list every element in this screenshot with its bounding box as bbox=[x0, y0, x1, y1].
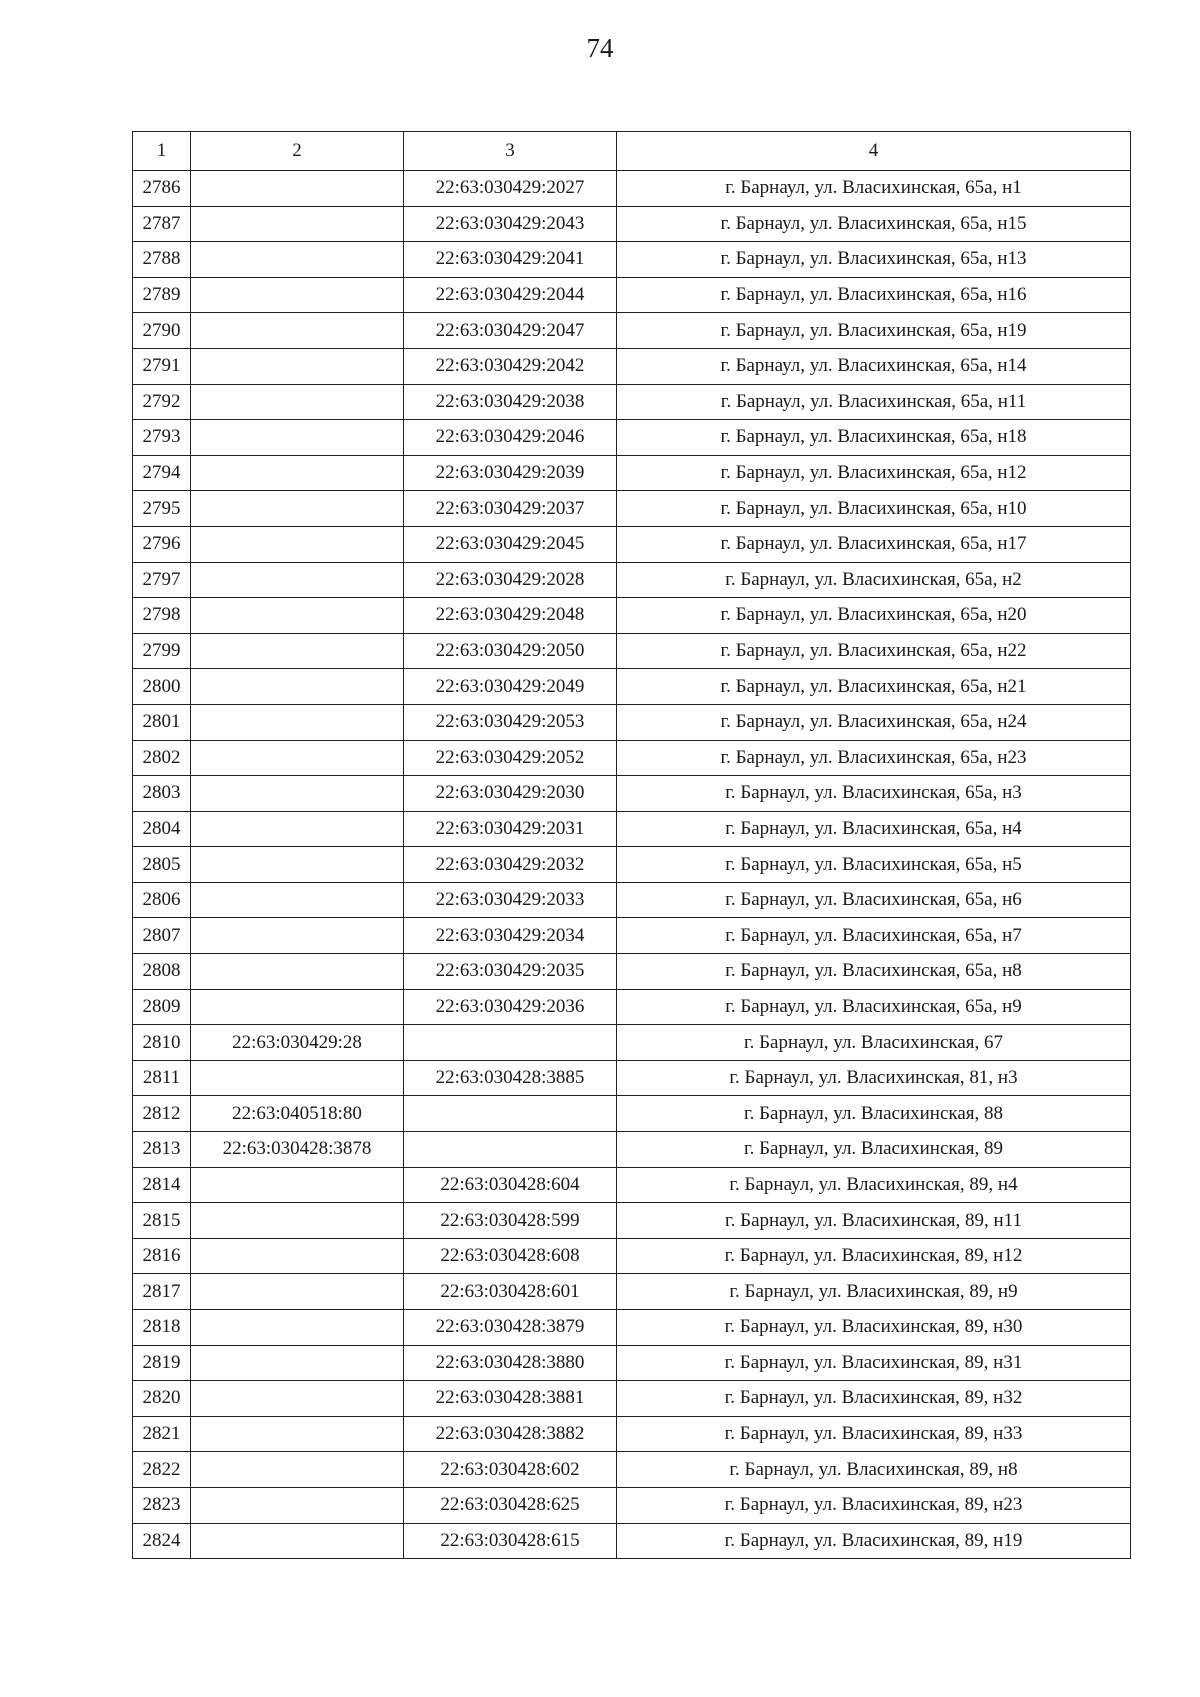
row-number-cell: 2803 bbox=[133, 776, 191, 812]
table-row bbox=[133, 1203, 1131, 1239]
building-cadastral-number-cell: 22:63:030429:2042 bbox=[404, 348, 617, 384]
building-cadastral-number-cell: 22:63:030429:2034 bbox=[404, 918, 617, 954]
address-cell: г. Барнаул, ул. Власихинская, 65а, н20 bbox=[617, 598, 1131, 634]
building-cadastral-number-cell: 22:63:030428:3882 bbox=[404, 1416, 617, 1452]
address-cell: г. Барнаул, ул. Власихинская, 65а, н9 bbox=[617, 989, 1131, 1025]
land-cadastral-number-cell bbox=[191, 313, 404, 349]
building-cadastral-number-cell: 22:63:030429:2038 bbox=[404, 384, 617, 420]
land-cadastral-number-cell bbox=[191, 1060, 404, 1096]
land-cadastral-number-cell bbox=[191, 455, 404, 491]
table-row bbox=[133, 1274, 1131, 1310]
address-cell: г. Барнаул, ул. Власихинская, 65а, н21 bbox=[617, 669, 1131, 705]
land-cadastral-number-cell bbox=[191, 776, 404, 812]
building-cadastral-number-cell: 22:63:030429:2033 bbox=[404, 882, 617, 918]
address-cell: г. Барнаул, ул. Власихинская, 65а, н11 bbox=[617, 384, 1131, 420]
building-cadastral-number-cell: 22:63:030429:2041 bbox=[404, 242, 617, 278]
address-cell: г. Барнаул, ул. Власихинская, 65а, н6 bbox=[617, 882, 1131, 918]
table-row bbox=[133, 1238, 1131, 1274]
address-cell: г. Барнаул, ул. Власихинская, 81, н3 bbox=[617, 1060, 1131, 1096]
header-row bbox=[133, 132, 1131, 171]
address-cell: г. Барнаул, ул. Власихинская, 67 bbox=[617, 1025, 1131, 1061]
address-cell: г. Барнаул, ул. Власихинская, 65а, н17 bbox=[617, 526, 1131, 562]
land-cadastral-number-cell bbox=[191, 242, 404, 278]
land-cadastral-number-cell bbox=[191, 206, 404, 242]
table-row bbox=[133, 206, 1131, 242]
row-number-cell: 2793 bbox=[133, 420, 191, 456]
row-number-cell: 2795 bbox=[133, 491, 191, 527]
land-cadastral-number-cell bbox=[191, 918, 404, 954]
table-row bbox=[133, 242, 1131, 278]
building-cadastral-number-cell bbox=[404, 1025, 617, 1061]
address-cell: г. Барнаул, ул. Власихинская, 65а, н15 bbox=[617, 206, 1131, 242]
row-number-cell: 2818 bbox=[133, 1310, 191, 1346]
land-cadastral-number-cell bbox=[191, 882, 404, 918]
building-cadastral-number-cell: 22:63:030429:2048 bbox=[404, 598, 617, 634]
column-header-2: 2 bbox=[191, 132, 404, 171]
building-cadastral-number-cell: 22:63:030429:2039 bbox=[404, 455, 617, 491]
row-number-cell: 2798 bbox=[133, 598, 191, 634]
land-cadastral-number-cell bbox=[191, 1167, 404, 1203]
building-cadastral-number-cell: 22:63:030429:2028 bbox=[404, 562, 617, 598]
row-number-cell: 2788 bbox=[133, 242, 191, 278]
address-cell: г. Барнаул, ул. Власихинская, 89, н19 bbox=[617, 1523, 1131, 1559]
address-cell: г. Барнаул, ул. Власихинская, 65а, н24 bbox=[617, 704, 1131, 740]
table-row bbox=[133, 1096, 1131, 1132]
table-row bbox=[133, 598, 1131, 634]
address-cell: г. Барнаул, ул. Власихинская, 65а, н22 bbox=[617, 633, 1131, 669]
table-row bbox=[133, 882, 1131, 918]
land-cadastral-number-cell bbox=[191, 491, 404, 527]
address-cell: г. Барнаул, ул. Власихинская, 65а, н1 bbox=[617, 171, 1131, 207]
row-number-cell: 2810 bbox=[133, 1025, 191, 1061]
address-cell: г. Барнаул, ул. Власихинская, 89, н23 bbox=[617, 1487, 1131, 1523]
row-number-cell: 2820 bbox=[133, 1381, 191, 1417]
building-cadastral-number-cell: 22:63:030429:2046 bbox=[404, 420, 617, 456]
table-row bbox=[133, 1416, 1131, 1452]
page-number: 74 bbox=[586, 33, 614, 63]
address-cell: г. Барнаул, ул. Власихинская, 89, н11 bbox=[617, 1203, 1131, 1239]
table-row bbox=[133, 562, 1131, 598]
row-number-cell: 2802 bbox=[133, 740, 191, 776]
land-cadastral-number-cell bbox=[191, 562, 404, 598]
address-cell: г. Барнаул, ул. Власихинская, 65а, н8 bbox=[617, 954, 1131, 990]
row-number-cell: 2786 bbox=[133, 171, 191, 207]
table-row bbox=[133, 1025, 1131, 1061]
table-row bbox=[133, 776, 1131, 812]
table-row bbox=[133, 811, 1131, 847]
building-cadastral-number-cell: 22:63:030428:615 bbox=[404, 1523, 617, 1559]
row-number-cell: 2824 bbox=[133, 1523, 191, 1559]
address-cell: г. Барнаул, ул. Власихинская, 65а, н7 bbox=[617, 918, 1131, 954]
row-number-cell: 2814 bbox=[133, 1167, 191, 1203]
row-number-cell: 2804 bbox=[133, 811, 191, 847]
building-cadastral-number-cell: 22:63:030428:604 bbox=[404, 1167, 617, 1203]
row-number-cell: 2790 bbox=[133, 313, 191, 349]
address-cell: г. Барнаул, ул. Власихинская, 89, н12 bbox=[617, 1238, 1131, 1274]
table-row bbox=[133, 1452, 1131, 1488]
table-row bbox=[133, 171, 1131, 207]
building-cadastral-number-cell: 22:63:030429:2050 bbox=[404, 633, 617, 669]
land-cadastral-number-cell: 22:63:030428:3878 bbox=[191, 1132, 404, 1168]
table-row bbox=[133, 1523, 1131, 1559]
address-cell: г. Барнаул, ул. Власихинская, 65а, н16 bbox=[617, 277, 1131, 313]
building-cadastral-number-cell: 22:63:030429:2052 bbox=[404, 740, 617, 776]
table-row bbox=[133, 491, 1131, 527]
row-number-cell: 2801 bbox=[133, 704, 191, 740]
building-cadastral-number-cell bbox=[404, 1132, 617, 1168]
building-cadastral-number-cell: 22:63:030429:2027 bbox=[404, 171, 617, 207]
row-number-cell: 2816 bbox=[133, 1238, 191, 1274]
column-header-1: 1 bbox=[133, 132, 191, 171]
address-cell: г. Барнаул, ул. Власихинская, 89, н31 bbox=[617, 1345, 1131, 1381]
land-cadastral-number-cell bbox=[191, 669, 404, 705]
table-row bbox=[133, 1381, 1131, 1417]
building-cadastral-number-cell: 22:63:030429:2043 bbox=[404, 206, 617, 242]
row-number-cell: 2819 bbox=[133, 1345, 191, 1381]
building-cadastral-number-cell: 22:63:030428:3881 bbox=[404, 1381, 617, 1417]
table-row bbox=[133, 1167, 1131, 1203]
land-cadastral-number-cell bbox=[191, 598, 404, 634]
table-row bbox=[133, 633, 1131, 669]
registry-table bbox=[132, 131, 1131, 1559]
row-number-cell: 2808 bbox=[133, 954, 191, 990]
row-number-cell: 2811 bbox=[133, 1060, 191, 1096]
building-cadastral-number-cell bbox=[404, 1096, 617, 1132]
row-number-cell: 2792 bbox=[133, 384, 191, 420]
address-cell: г. Барнаул, ул. Власихинская, 88 bbox=[617, 1096, 1131, 1132]
address-cell: г. Барнаул, ул. Власихинская, 65а, н3 bbox=[617, 776, 1131, 812]
land-cadastral-number-cell bbox=[191, 420, 404, 456]
table-row bbox=[133, 918, 1131, 954]
address-cell: г. Барнаул, ул. Власихинская, 65а, н18 bbox=[617, 420, 1131, 456]
building-cadastral-number-cell: 22:63:030429:2030 bbox=[404, 776, 617, 812]
row-number-cell: 2817 bbox=[133, 1274, 191, 1310]
land-cadastral-number-cell bbox=[191, 989, 404, 1025]
land-cadastral-number-cell bbox=[191, 633, 404, 669]
row-number-cell: 2799 bbox=[133, 633, 191, 669]
building-cadastral-number-cell: 22:63:030429:2037 bbox=[404, 491, 617, 527]
address-cell: г. Барнаул, ул. Власихинская, 65а, н12 bbox=[617, 455, 1131, 491]
land-cadastral-number-cell: 22:63:030429:28 bbox=[191, 1025, 404, 1061]
land-cadastral-number-cell bbox=[191, 1345, 404, 1381]
table-row bbox=[133, 526, 1131, 562]
land-cadastral-number-cell bbox=[191, 954, 404, 990]
row-number-cell: 2805 bbox=[133, 847, 191, 883]
land-cadastral-number-cell bbox=[191, 1487, 404, 1523]
address-cell: г. Барнаул, ул. Власихинская, 65а, н23 bbox=[617, 740, 1131, 776]
row-number-cell: 2809 bbox=[133, 989, 191, 1025]
table-row bbox=[133, 740, 1131, 776]
table-row bbox=[133, 277, 1131, 313]
land-cadastral-number-cell bbox=[191, 811, 404, 847]
building-cadastral-number-cell: 22:63:030429:2044 bbox=[404, 277, 617, 313]
row-number-cell: 2813 bbox=[133, 1132, 191, 1168]
land-cadastral-number-cell bbox=[191, 384, 404, 420]
building-cadastral-number-cell: 22:63:030428:601 bbox=[404, 1274, 617, 1310]
address-cell: г. Барнаул, ул. Власихинская, 65а, н13 bbox=[617, 242, 1131, 278]
address-cell: г. Барнаул, ул. Власихинская, 89, н32 bbox=[617, 1381, 1131, 1417]
row-number-cell: 2806 bbox=[133, 882, 191, 918]
row-number-cell: 2812 bbox=[133, 1096, 191, 1132]
row-number-cell: 2822 bbox=[133, 1452, 191, 1488]
table-row bbox=[133, 1345, 1131, 1381]
land-cadastral-number-cell bbox=[191, 1203, 404, 1239]
land-cadastral-number-cell bbox=[191, 1310, 404, 1346]
building-cadastral-number-cell: 22:63:030429:2047 bbox=[404, 313, 617, 349]
land-cadastral-number-cell bbox=[191, 740, 404, 776]
table-row bbox=[133, 1487, 1131, 1523]
land-cadastral-number-cell bbox=[191, 277, 404, 313]
building-cadastral-number-cell: 22:63:030429:2053 bbox=[404, 704, 617, 740]
table-row bbox=[133, 989, 1131, 1025]
table-row bbox=[133, 348, 1131, 384]
building-cadastral-number-cell: 22:63:030428:599 bbox=[404, 1203, 617, 1239]
address-cell: г. Барнаул, ул. Власихинская, 89, н30 bbox=[617, 1310, 1131, 1346]
building-cadastral-number-cell: 22:63:030428:3879 bbox=[404, 1310, 617, 1346]
table-row bbox=[133, 847, 1131, 883]
row-number-cell: 2821 bbox=[133, 1416, 191, 1452]
land-cadastral-number-cell bbox=[191, 1274, 404, 1310]
address-cell: г. Барнаул, ул. Власихинская, 65а, н2 bbox=[617, 562, 1131, 598]
building-cadastral-number-cell: 22:63:030429:2049 bbox=[404, 669, 617, 705]
row-number-cell: 2789 bbox=[133, 277, 191, 313]
column-header-4: 4 bbox=[617, 132, 1131, 171]
row-number-cell: 2796 bbox=[133, 526, 191, 562]
land-cadastral-number-cell bbox=[191, 1238, 404, 1274]
table-row bbox=[133, 1060, 1131, 1096]
building-cadastral-number-cell: 22:63:030428:608 bbox=[404, 1238, 617, 1274]
row-number-cell: 2823 bbox=[133, 1487, 191, 1523]
address-cell: г. Барнаул, ул. Власихинская, 65а, н5 bbox=[617, 847, 1131, 883]
table-row bbox=[133, 1132, 1131, 1168]
building-cadastral-number-cell: 22:63:030428:602 bbox=[404, 1452, 617, 1488]
building-cadastral-number-cell: 22:63:030429:2036 bbox=[404, 989, 617, 1025]
address-cell: г. Барнаул, ул. Власихинская, 65а, н19 bbox=[617, 313, 1131, 349]
address-cell: г. Барнаул, ул. Власихинская, 89, н33 bbox=[617, 1416, 1131, 1452]
land-cadastral-number-cell bbox=[191, 847, 404, 883]
address-cell: г. Барнаул, ул. Власихинская, 89, н4 bbox=[617, 1167, 1131, 1203]
address-cell: г. Барнаул, ул. Власихинская, 89, н9 bbox=[617, 1274, 1131, 1310]
building-cadastral-number-cell: 22:63:030428:3885 bbox=[404, 1060, 617, 1096]
row-number-cell: 2791 bbox=[133, 348, 191, 384]
row-number-cell: 2794 bbox=[133, 455, 191, 491]
address-cell: г. Барнаул, ул. Власихинская, 65а, н4 bbox=[617, 811, 1131, 847]
building-cadastral-number-cell: 22:63:030429:2032 bbox=[404, 847, 617, 883]
table-header bbox=[133, 132, 1131, 171]
column-header-3: 3 bbox=[404, 132, 617, 171]
row-number-cell: 2800 bbox=[133, 669, 191, 705]
building-cadastral-number-cell: 22:63:030428:3880 bbox=[404, 1345, 617, 1381]
land-cadastral-number-cell bbox=[191, 1381, 404, 1417]
row-number-cell: 2787 bbox=[133, 206, 191, 242]
land-cadastral-number-cell bbox=[191, 348, 404, 384]
address-cell: г. Барнаул, ул. Власихинская, 89, н8 bbox=[617, 1452, 1131, 1488]
row-number-cell: 2815 bbox=[133, 1203, 191, 1239]
table-row bbox=[133, 704, 1131, 740]
land-cadastral-number-cell bbox=[191, 1523, 404, 1559]
land-cadastral-number-cell bbox=[191, 171, 404, 207]
row-number-cell: 2807 bbox=[133, 918, 191, 954]
land-cadastral-number-cell bbox=[191, 1452, 404, 1488]
address-cell: г. Барнаул, ул. Власихинская, 65а, н10 bbox=[617, 491, 1131, 527]
table-row bbox=[133, 313, 1131, 349]
building-cadastral-number-cell: 22:63:030429:2031 bbox=[404, 811, 617, 847]
land-cadastral-number-cell bbox=[191, 704, 404, 740]
table-row bbox=[133, 384, 1131, 420]
address-cell: г. Барнаул, ул. Власихинская, 89 bbox=[617, 1132, 1131, 1168]
table-body bbox=[133, 171, 1131, 1559]
table-row bbox=[133, 455, 1131, 491]
building-cadastral-number-cell: 22:63:030429:2035 bbox=[404, 954, 617, 990]
building-cadastral-number-cell: 22:63:030429:2045 bbox=[404, 526, 617, 562]
building-cadastral-number-cell: 22:63:030428:625 bbox=[404, 1487, 617, 1523]
table-row bbox=[133, 669, 1131, 705]
land-cadastral-number-cell bbox=[191, 526, 404, 562]
table-row bbox=[133, 1310, 1131, 1346]
table-row bbox=[133, 420, 1131, 456]
row-number-cell: 2797 bbox=[133, 562, 191, 598]
land-cadastral-number-cell bbox=[191, 1416, 404, 1452]
address-cell: г. Барнаул, ул. Власихинская, 65а, н14 bbox=[617, 348, 1131, 384]
table-row bbox=[133, 954, 1131, 990]
land-cadastral-number-cell: 22:63:040518:80 bbox=[191, 1096, 404, 1132]
